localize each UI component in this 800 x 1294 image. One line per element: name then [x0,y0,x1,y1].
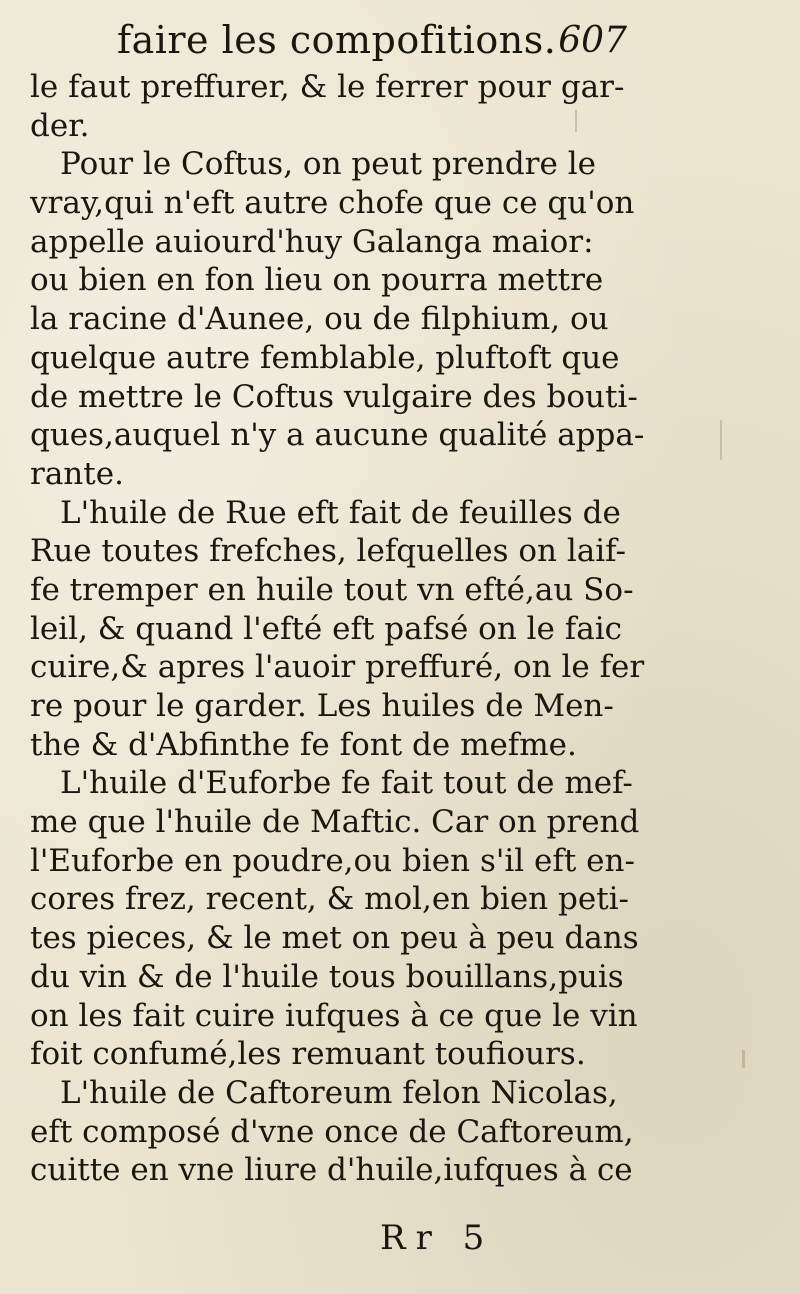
text-line: appelle auiourd'huy Galanga maior: [30,223,594,260]
text-line: der. [30,107,90,144]
paper-blemish [720,420,722,460]
text-line: Pour le Coftus, on peut prendre le [60,146,596,183]
body-text [30,68,650,1190]
text-line: L'huile de Rue eft fait de feuilles de [60,494,621,531]
text-line: la racine d'Aunee, ou de filphium, ou [30,301,609,338]
text-line: L'huile d'Euforbe fe fait tout de mef- [60,765,633,802]
text-line: de mettre le Coftus vulgaire des bouti- [30,378,638,415]
running-title: faire les compofitions. [117,18,557,62]
text-line: tes pieces, & le met on peu à peu dans [30,920,639,957]
text-line: the & d'Abfinthe fe font de mefme. [30,726,577,763]
text-line: on les fait cuire iufques à ce que le vin [30,997,638,1034]
text-line: l'Euforbe en poudre,ou bien s'il eft en- [30,842,635,879]
paper-blemish [575,110,577,132]
text-line: re pour le garder. Les huiles de Men- [30,688,614,724]
text-line: le faut preffurer, & le ferrer pour gar- [30,69,625,105]
text-line: cores frez, recent, & mol,en bien peti- [30,881,630,918]
text-line: rante. [30,455,124,492]
text-line: cuitte en vne liure d'huile,iufques à ce [30,1152,633,1189]
paper-blemish [742,1050,745,1068]
text-line: du vin & de l'huile tous bouillans,puis [30,958,624,995]
signature-mark: Rr 5 [380,1218,495,1258]
text-line: L'huile de Caftoreum felon Nicolas, [60,1074,618,1111]
text-line: fe tremper en huile tout vn efté,au So- [30,571,634,608]
text-line: ou bien en fon lieu on pourra mettre [30,262,604,299]
text-line: Rue toutes frefches, lefquelles on laif- [30,533,627,570]
text-line: eft composé d'vne once de Caftoreum, [30,1113,634,1150]
page-number: 607 [558,20,627,61]
text-line: cuire,& apres l'auoir preffuré, on le fer [30,649,645,686]
text-line: leil, & quand l'efté eft pafsé on le faic [30,610,622,647]
text-line: foit confumé,les remuant toufiours. [30,1036,586,1073]
text-line: me que l'huile de Maftic. Car on prend [30,804,640,841]
text-line: vray,qui n'eft autre chofe que ce qu'on [30,185,635,222]
text-line: quelque autre femblable, pluftoft que [30,339,620,376]
text-line: ques,auquel n'y a aucune qualité appa- [30,417,645,454]
page-header [105,10,635,70]
